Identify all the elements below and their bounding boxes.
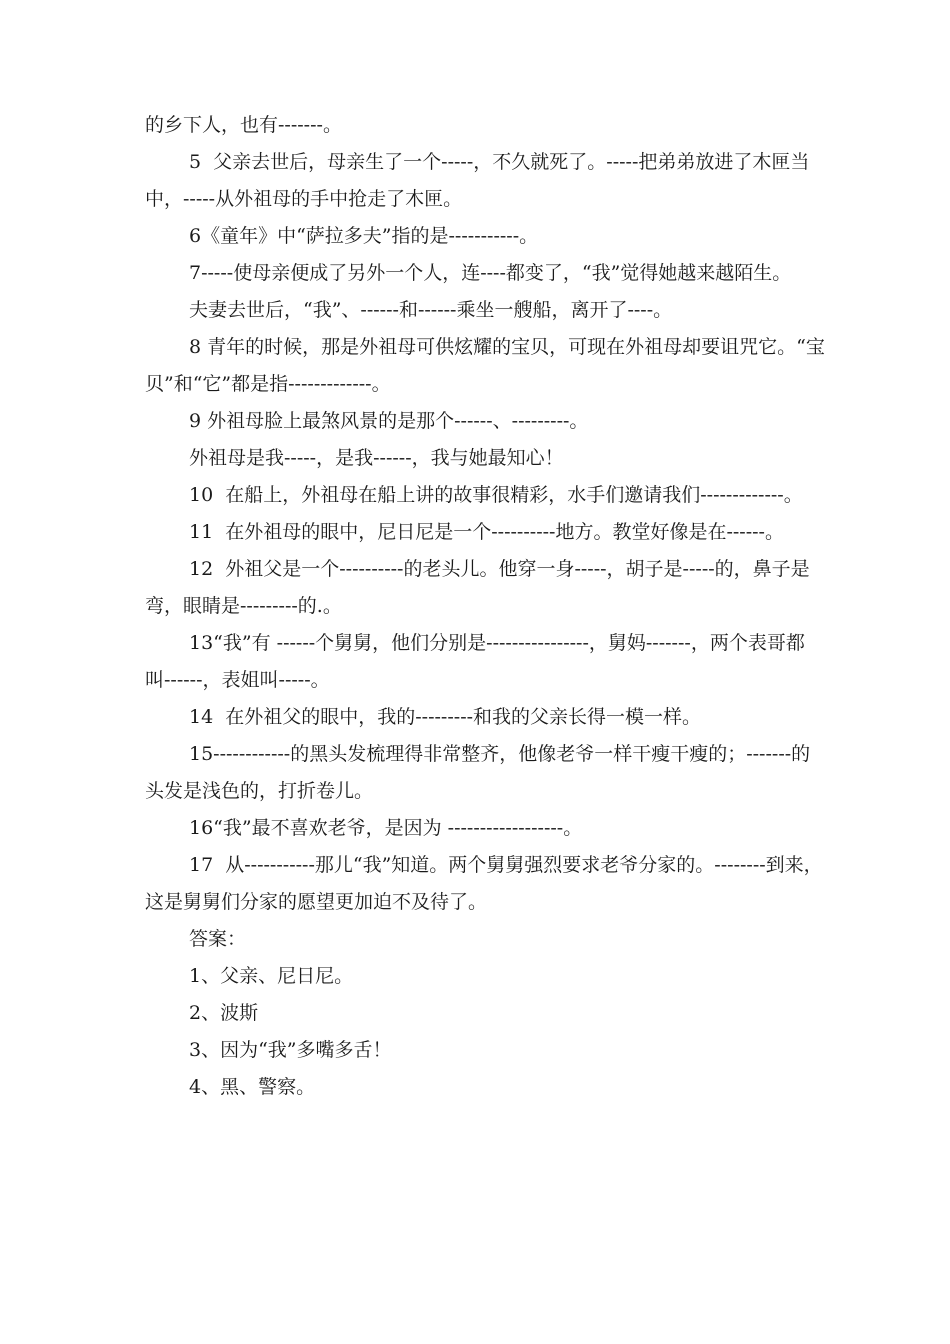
question-5: 5 父亲去世后，母亲生了一个-----，不久就死了。-----把弟弟放进了木匣当中，-----从外祖母的手中抢走了木匣。	[145, 151, 810, 210]
document-body	[145, 107, 825, 1106]
paragraph-continuation: 的乡下人，也有-------。	[145, 114, 342, 136]
question-10: 10 在船上，外祖母在船上讲的故事很精彩，水手们邀请我们-------------。	[189, 484, 803, 506]
answers-heading: 答案：	[189, 928, 247, 950]
question-16: 16“我”最不喜欢老爷，是因为 ------------------。	[189, 817, 583, 839]
question-7: 7-----使母亲便成了另外一个人，连----都变了，“我”觉得她越来越陌生。	[189, 262, 792, 284]
question-11: 11 在外祖母的眼中，尼日尼是一个----------地方。教堂好像是在------。	[189, 521, 784, 543]
question-14: 14 在外祖父的眼中，我的---------和我的父亲长得一模一样。	[189, 706, 702, 728]
question-17: 17 从-----------那儿“我”知道。两个舅舅强烈要求老爷分家的。--------到来，这是舅舅们分家的愿望更加迫不及待了。	[145, 854, 823, 913]
question-15: 15------------的黑头发梳理得非常整齐，他像老爷一样干瘦干瘦的；-------的头发是浅色的，打折卷儿。	[145, 743, 811, 802]
answer-1: 1、父亲、尼日尼。	[189, 965, 354, 987]
answer-3: 3、因为“我”多嘴多舌！	[189, 1039, 392, 1061]
question-9: 9 外祖母脸上最煞风景的是那个------、---------。	[189, 410, 589, 432]
answer-2: 2、波斯	[189, 1002, 259, 1024]
question-8: 8 青年的时候，那是外祖母可供炫耀的宝贝，可现在外祖母却要诅咒它。“宝贝”和“它”都是指-------------。	[145, 336, 825, 395]
question-12: 12 外祖父是一个----------的老头儿。他穿一身-----，胡子是-----的，鼻子是弯，眼睛是---------的.。	[145, 558, 810, 617]
question-9-continued: 外祖母是我-----，是我------，我与她最知心！	[189, 447, 564, 469]
question-13: 13“我”有 ------个舅舅，他们分别是----------------，舅妈-------，两个表哥都叫------，表姐叫-----。	[145, 632, 805, 691]
answer-4: 4、黑、警察。	[189, 1076, 316, 1098]
question-7-continued: 夫妻去世后，“我”、------和------乘坐一艘船，离开了----。	[189, 299, 673, 321]
question-6: 6《童年》中“萨拉多夫”指的是-----------。	[189, 225, 539, 247]
